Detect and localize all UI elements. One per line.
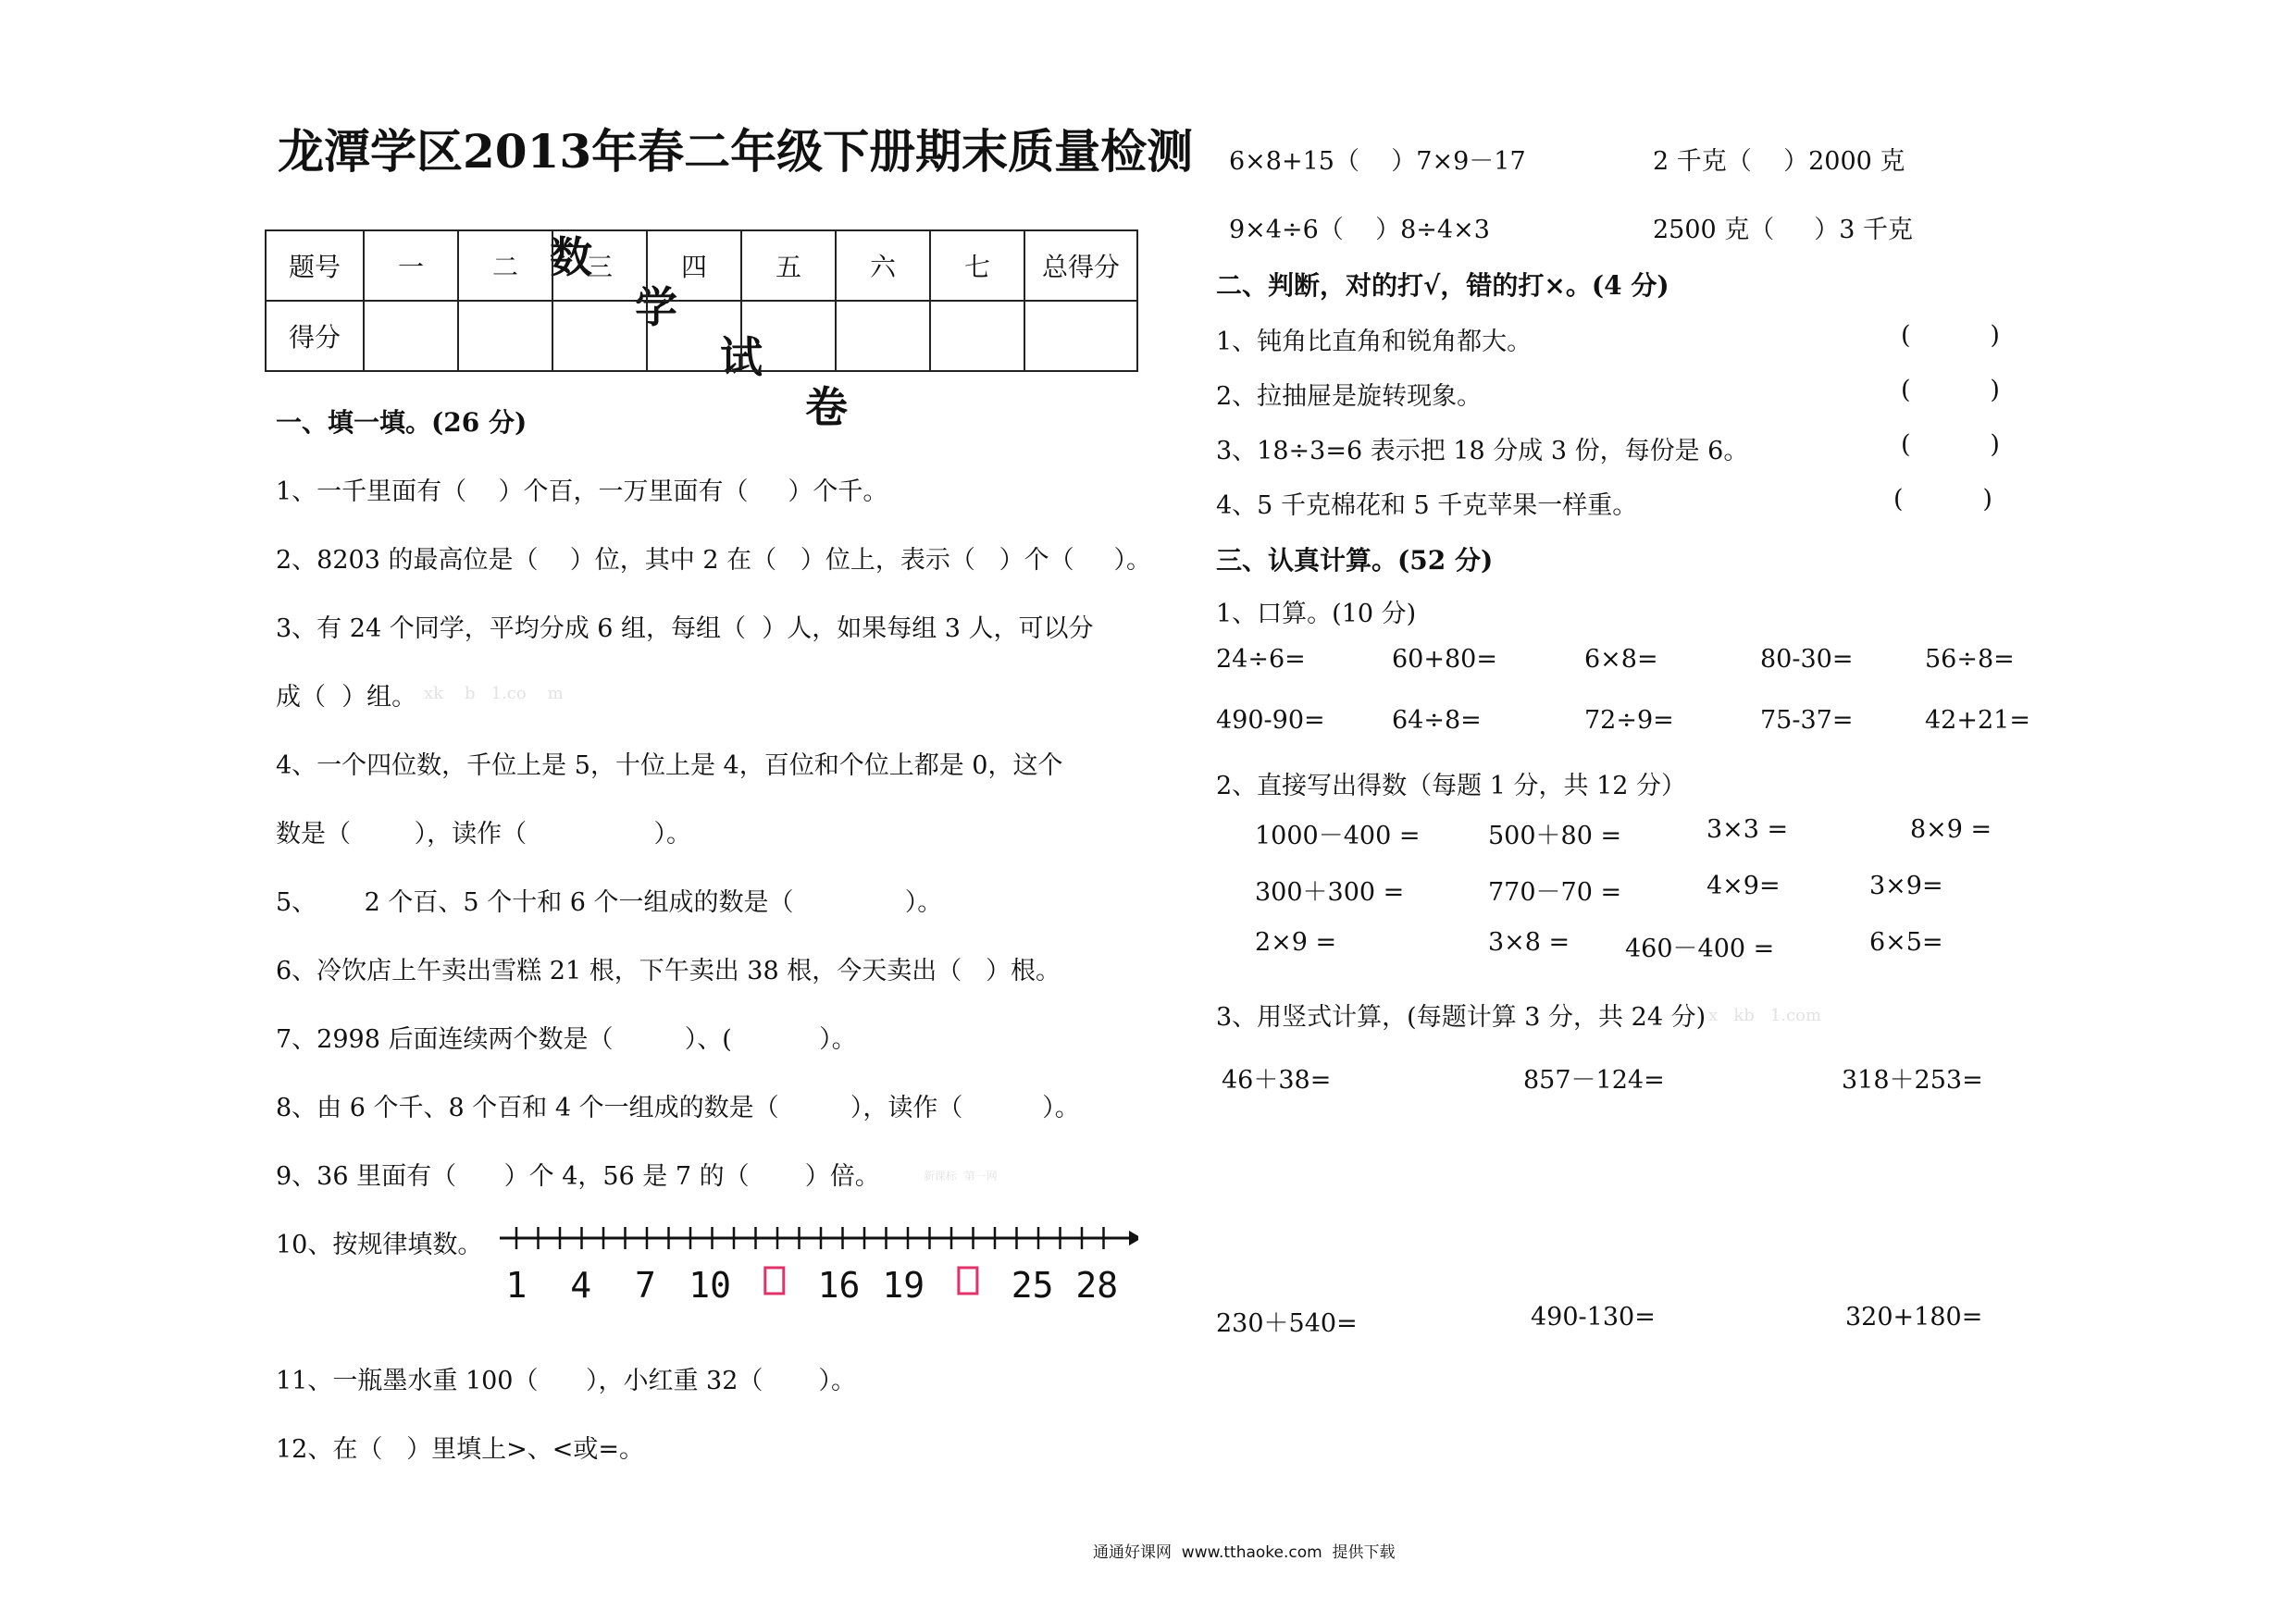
judge-item-2: 2、拉抽屉是旋转现象。 (1216, 382, 1483, 411)
compare-item-3: 9×4÷6（ ）8÷4×3 (1229, 216, 1490, 244)
question-2: 2、8203 的最高位是（ ）位，其中 2 在（ ）位上，表示（ ）个（ ）。 (276, 546, 1152, 575)
direct-calc: 300＋300 = (1255, 878, 1405, 907)
direct-calc: 4×9= (1706, 872, 1781, 900)
score-header-cell: 六 (836, 230, 930, 301)
score-cell[interactable] (1024, 301, 1137, 371)
subtitle-char-4: 卷 (805, 382, 848, 432)
score-cell[interactable] (930, 301, 1024, 371)
question-3-line1: 3、有 24 个同学，平均分成 6 组，每组（ ）人，如果每组 3 人，可以分 (276, 614, 1094, 643)
mental-calc: 60+80= (1392, 645, 1497, 674)
number-line-label: 19 (882, 1265, 925, 1306)
watermark-text: x kb 1.com (1708, 1006, 1822, 1025)
number-line-blank-box[interactable] (765, 1268, 784, 1294)
question-10: 10、按规律填数。 (276, 1231, 483, 1259)
score-header-cell: 五 (741, 230, 836, 301)
number-line-label: 7 (634, 1265, 656, 1306)
direct-calc: 1000－400 = (1255, 822, 1421, 850)
vertical-calc: 857－124= (1523, 1066, 1665, 1095)
section1-heading: 一、填一填。(26 分) (276, 407, 527, 438)
question-4-line2: 数是（ ），读作（ ）。 (276, 820, 691, 849)
judge-item-1: 1、钝角比直角和锐角都大。 (1216, 328, 1533, 356)
number-line-blank-box[interactable] (959, 1268, 977, 1294)
judge-bracket[interactable]: ( ) (1901, 321, 2000, 350)
vertical-calc: 318＋253= (1842, 1066, 1983, 1095)
score-header-cell: 七 (930, 230, 1024, 301)
mental-calc: 42+21= (1925, 706, 2030, 735)
calc-part2-title: 2、直接写出得数（每题 1 分，共 12 分） (1216, 772, 1687, 800)
score-row-label: 得分 (266, 301, 364, 371)
subtitle-char-3: 试 (720, 332, 763, 382)
footer-text: 通通好课网 www.tthaoke.com 提供下载 (1093, 1543, 1396, 1562)
score-header-cell: 一 (364, 230, 458, 301)
direct-calc: 500＋80 = (1488, 822, 1622, 850)
watermark-text: 新课标 第一网 (924, 1170, 998, 1183)
direct-calc: 770－70 = (1488, 878, 1622, 907)
direct-calc: 2×9 = (1255, 928, 1337, 957)
exam-title: 龙潭学区2013年春二年级下册期末质量检测 (278, 124, 1194, 179)
judge-item-3: 3、18÷3=6 表示把 18 分成 3 份，每份是 6。 (1216, 437, 1749, 465)
question-12: 12、在（ ）里填上>、<或=。 (276, 1435, 644, 1464)
question-9: 9、36 里面有（ ）个 4，56 是 7 的（ ）倍。 (276, 1162, 880, 1191)
section3-heading: 三、认真计算。(52 分) (1216, 545, 1494, 576)
score-header-cell: 二 (458, 230, 552, 301)
score-header-cell: 题号 (266, 230, 364, 301)
question-1: 1、一千里面有（ ）个百，一万里面有（ ）个千。 (276, 477, 888, 506)
number-line-label: 16 (817, 1265, 861, 1306)
question-6: 6、冷饮店上午卖出雪糕 21 根，下午卖出 38 根，今天卖出（ ）根。 (276, 957, 1061, 985)
calc-part1-title: 1、口算。(10 分) (1216, 600, 1417, 628)
judge-bracket[interactable]: ( ) (1901, 430, 2000, 459)
score-header-cell: 总得分 (1024, 230, 1137, 301)
compare-item-2: 2 千克（ ）2000 克 (1653, 147, 1905, 176)
question-5: 5、 2 个百、5 个十和 6 个一组成的数是（ ）。 (276, 888, 943, 917)
direct-calc: 3×8 = (1488, 928, 1570, 957)
direct-calc: 460－400 = (1625, 935, 1775, 963)
compare-item-4: 2500 克（ ）3 千克 (1653, 216, 1913, 244)
direct-calc: 3×9= (1869, 872, 1943, 900)
number-line-label: 25 (1011, 1265, 1054, 1306)
compare-item-1: 6×8+15（ ）7×9－17 (1229, 147, 1526, 176)
score-cell[interactable] (552, 301, 647, 371)
question-4-line1: 4、一个四位数，千位上是 5，十位上是 4，百位和个位上都是 0，这个 (276, 751, 1063, 780)
score-cell[interactable] (647, 301, 741, 371)
question-3-line2: 成（ ）组。 (276, 683, 417, 712)
vertical-calc: 46＋38= (1222, 1066, 1332, 1095)
direct-calc: 8×9 = (1910, 815, 1992, 844)
score-cell[interactable] (364, 301, 458, 371)
subtitle-char-1: 数 (550, 232, 592, 282)
score-header-cell: 四 (647, 230, 741, 301)
mental-calc: 75-37= (1760, 706, 1854, 735)
question-8: 8、由 6 个千、8 个百和 4 个一组成的数是（ ），读作（ ）。 (276, 1094, 1080, 1122)
mental-calc: 490-90= (1216, 706, 1325, 735)
subtitle-char-2: 学 (635, 282, 677, 332)
score-table (265, 229, 1138, 372)
question-11: 11、一瓶墨水重 100（ ），小红重 32（ ）。 (276, 1367, 856, 1395)
mental-calc: 24÷6= (1216, 645, 1306, 674)
direct-calc: 6×5= (1869, 928, 1943, 957)
question-7: 7、2998 后面连续两个数是（ ）、( ）。 (276, 1025, 857, 1054)
number-line-label: 4 (570, 1265, 592, 1306)
watermark-text: xk b 1.co m (424, 684, 564, 703)
score-header-cell: 三 (552, 230, 647, 301)
judge-item-4: 4、5 千克棉花和 5 千克苹果一样重。 (1216, 491, 1638, 520)
number-line-label: 28 (1075, 1265, 1119, 1306)
number-line-label: 1 (505, 1265, 527, 1306)
score-cell[interactable] (836, 301, 930, 371)
number-line-arrow (1129, 1231, 1138, 1245)
vertical-calc: 490-130= (1531, 1303, 1656, 1332)
mental-calc: 64÷8= (1392, 706, 1482, 735)
mental-calc: 72÷9= (1584, 706, 1674, 735)
mental-calc: 56÷8= (1925, 645, 2015, 674)
judge-bracket[interactable]: ( ) (1901, 376, 2000, 404)
vertical-calc: 230＋540= (1216, 1309, 1358, 1338)
section2-heading: 二、判断，对的打√，错的打×。(4 分) (1216, 270, 1669, 301)
number-line (490, 1212, 1138, 1314)
calc-part3-title: 3、用竖式计算，(每题计算 3 分，共 24 分) (1216, 1003, 1706, 1032)
mental-calc: 80-30= (1760, 645, 1854, 674)
mental-calc: 6×8= (1584, 645, 1658, 674)
vertical-calc: 320+180= (1845, 1303, 1983, 1332)
direct-calc: 3×3 = (1706, 815, 1789, 844)
number-line-label: 10 (689, 1265, 731, 1306)
score-cell[interactable] (741, 301, 836, 371)
score-cell[interactable] (458, 301, 552, 371)
judge-bracket[interactable]: ( ) (1893, 485, 1992, 514)
